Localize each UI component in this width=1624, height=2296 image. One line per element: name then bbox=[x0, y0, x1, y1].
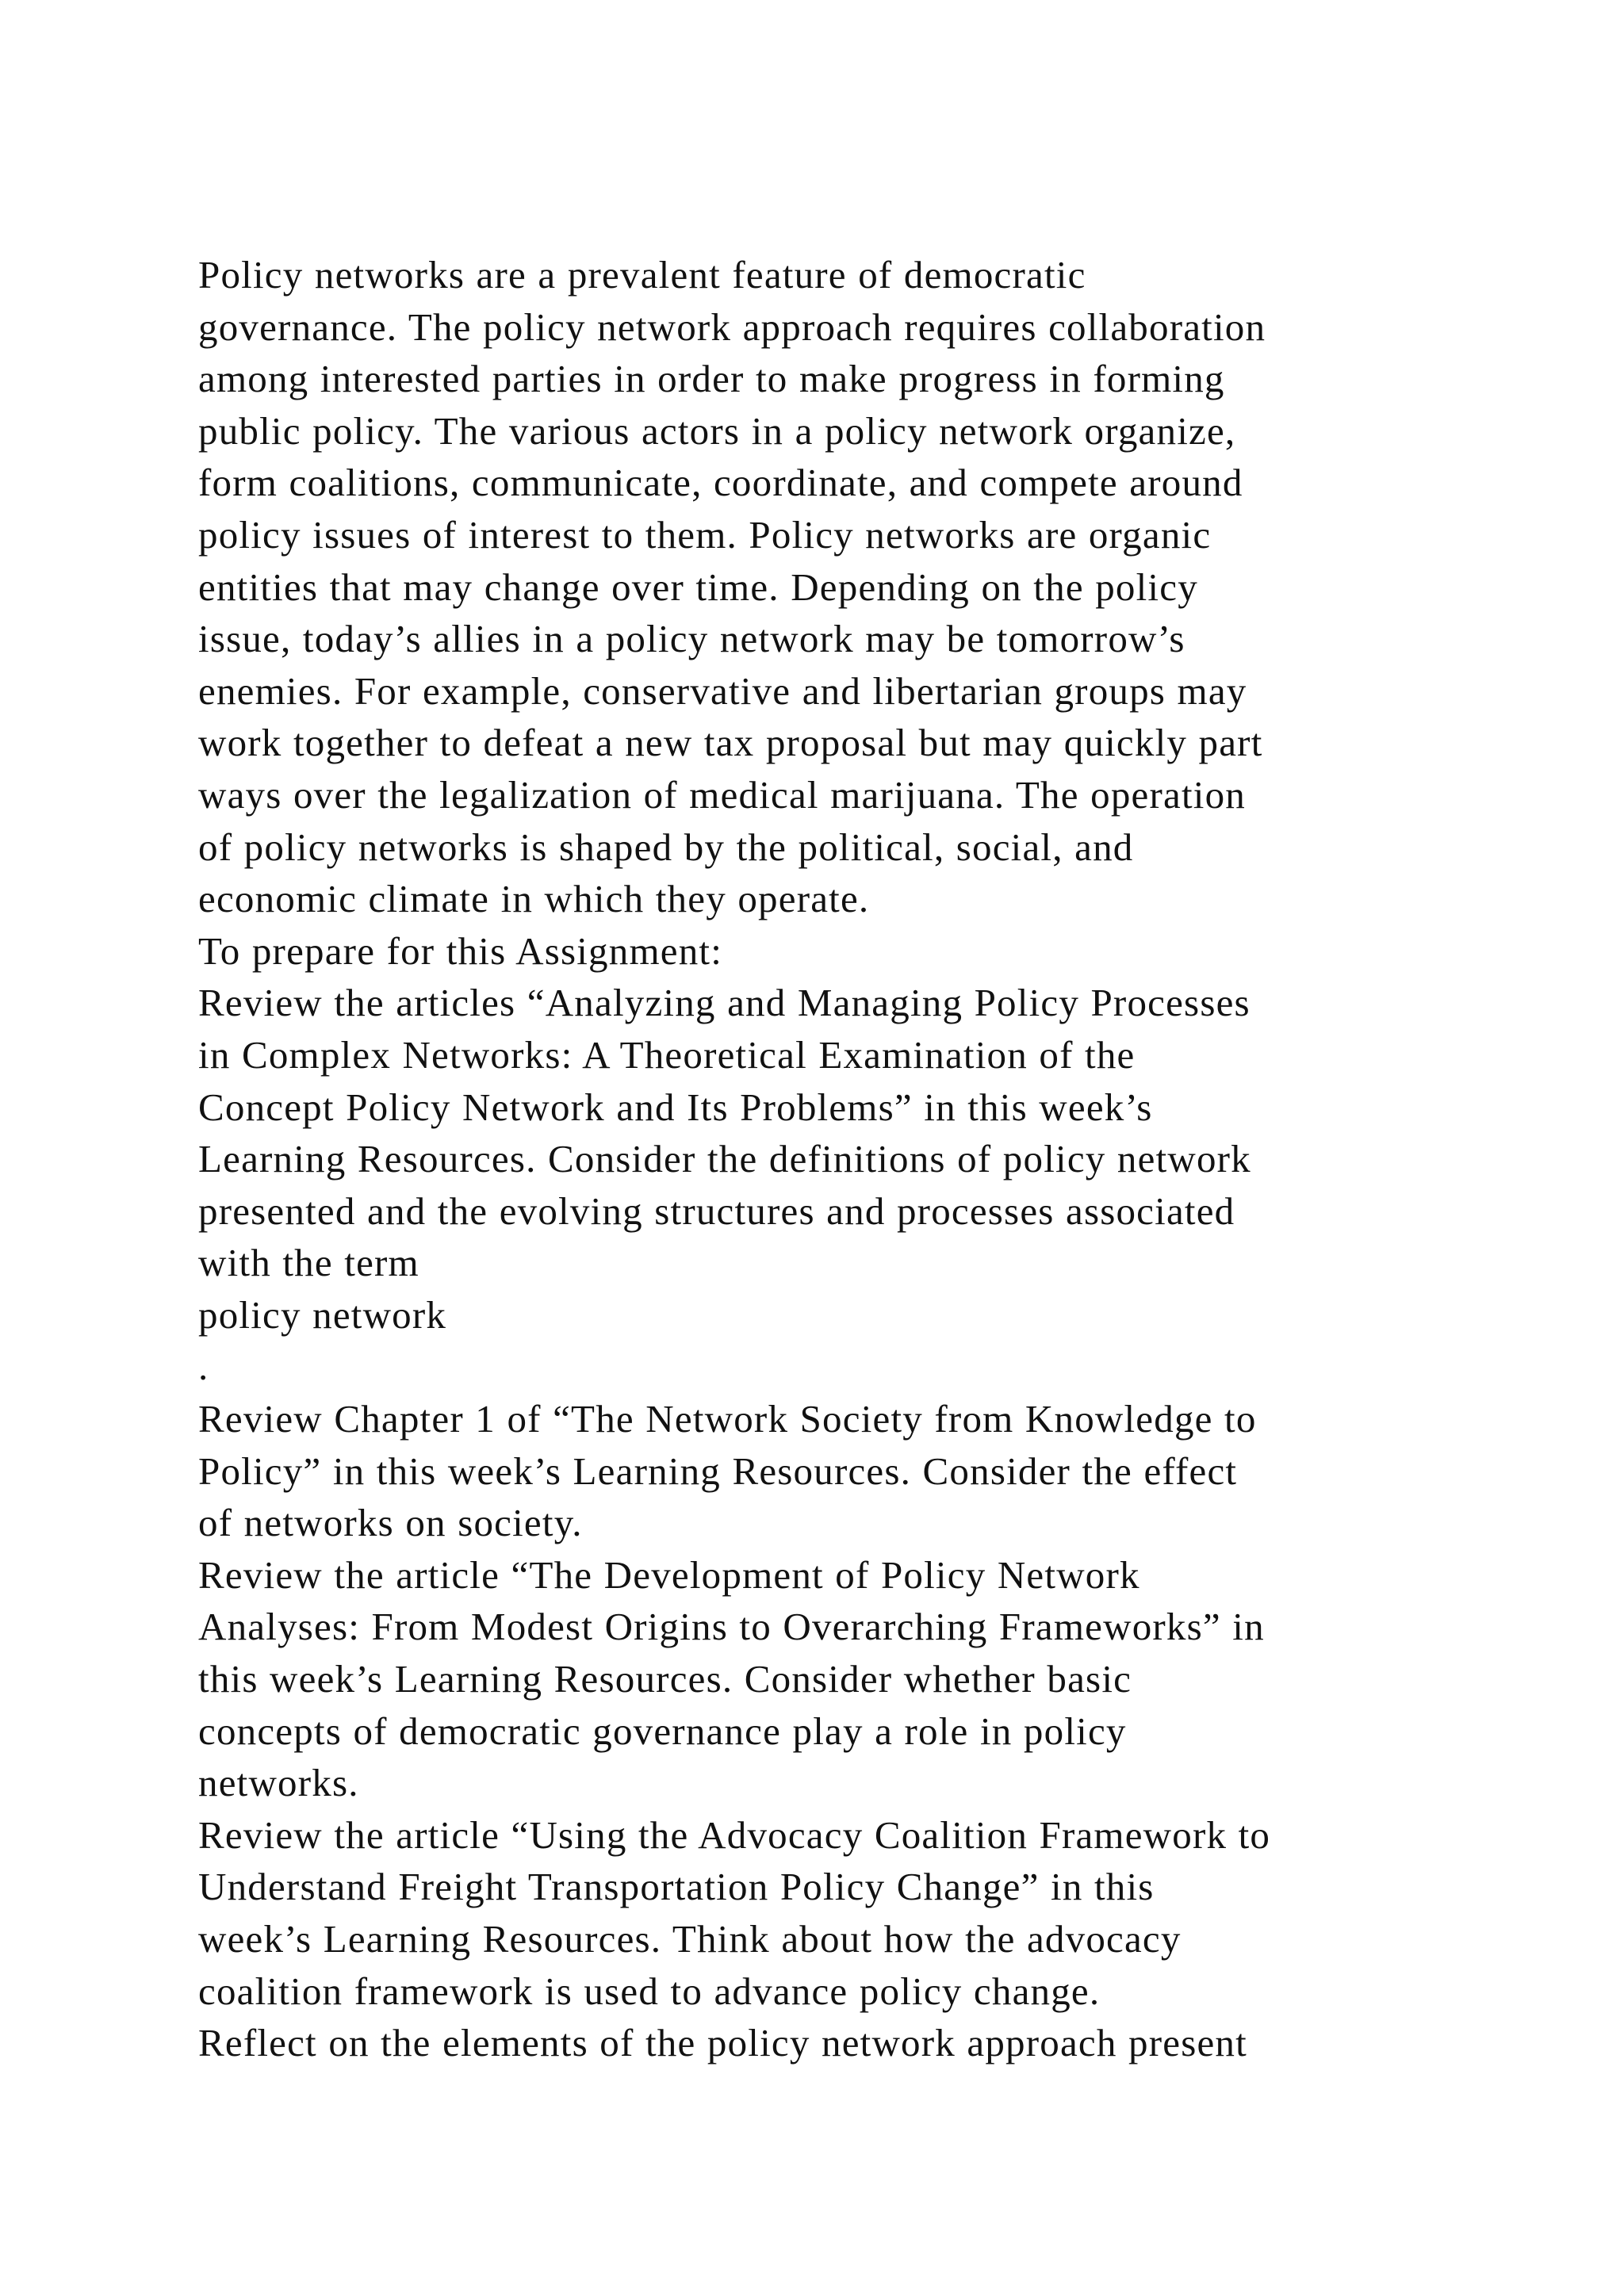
text-line: Review the articles “Analyzing and Managing Policy Processes bbox=[198, 981, 1251, 1025]
text-line: Review Chapter 1 of “The Network Society from Knowledge to bbox=[198, 1397, 1257, 1441]
text-line: work together to defeat a new tax proposal but may quickly part bbox=[198, 721, 1263, 765]
text-line: governance. The policy network approach requires collaboration bbox=[198, 304, 1266, 349]
document-body-text bbox=[198, 249, 1610, 2069]
text-line: Review the article “Using the Advocacy Coalition Framework to bbox=[198, 1812, 1271, 1857]
text-line: enemies. For example, conservative and libertarian groups may bbox=[198, 668, 1247, 713]
text-line: in Complex Networks: A Theoretical Examination of the bbox=[198, 1032, 1136, 1077]
text-line: issue, today’s allies in a policy network may be tomorrow’s bbox=[198, 617, 1185, 661]
text-line: Analyses: From Modest Origins to Overarching Frameworks” in bbox=[198, 1605, 1265, 1649]
text-line: economic climate in which they operate. bbox=[198, 877, 870, 921]
text-line: with the term bbox=[198, 1241, 419, 1285]
text-line: this week’s Learning Resources. Consider whether basic bbox=[198, 1657, 1132, 1701]
text-line: form coalitions, communicate, coordinate, and compete around bbox=[198, 461, 1243, 505]
text-line: Learning Resources. Consider the definitions of policy network bbox=[198, 1137, 1251, 1181]
text-line: coalition framework is used to advance policy change. bbox=[198, 1969, 1101, 2013]
text-line: Reflect on the elements of the policy network approach present bbox=[198, 2021, 1247, 2065]
text-line: concepts of democratic governance play a role in policy bbox=[198, 1709, 1127, 1753]
section-heading: To prepare for this Assignment: bbox=[198, 928, 723, 973]
text-line: among interested parties in order to make progress in forming bbox=[198, 357, 1225, 401]
text-line: of policy networks is shaped by the political, social, and bbox=[198, 825, 1134, 869]
text-line: week’s Learning Resources. Think about how the advocacy bbox=[198, 1917, 1182, 1961]
text-line: Policy” in this week’s Learning Resources. Consider the effect bbox=[198, 1448, 1238, 1493]
text-line: policy network bbox=[198, 1292, 447, 1337]
text-line: entities that may change over time. Depending on the policy bbox=[198, 564, 1198, 609]
text-line: Policy networks are a prevalent feature of democratic bbox=[198, 253, 1086, 297]
text-line: Understand Freight Transportation Policy Change” in this bbox=[198, 1865, 1155, 1909]
text-line: public policy. The various actors in a policy network organize, bbox=[198, 408, 1236, 453]
text-line: networks. bbox=[198, 1761, 359, 1805]
text-line: . bbox=[198, 1345, 209, 1389]
text-line: Review the article “The Development of Policy Network bbox=[198, 1552, 1140, 1597]
text-line: Concept Policy Network and Its Problems” in this week’s bbox=[198, 1085, 1153, 1129]
text-line: policy issues of interest to them. Policy networks are organic bbox=[198, 512, 1212, 557]
text-line: of networks on society. bbox=[198, 1501, 583, 1545]
text-line: ways over the legalization of medical marijuana. The operation bbox=[198, 772, 1246, 817]
text-line: presented and the evolving structures and processes associated bbox=[198, 1188, 1235, 1233]
